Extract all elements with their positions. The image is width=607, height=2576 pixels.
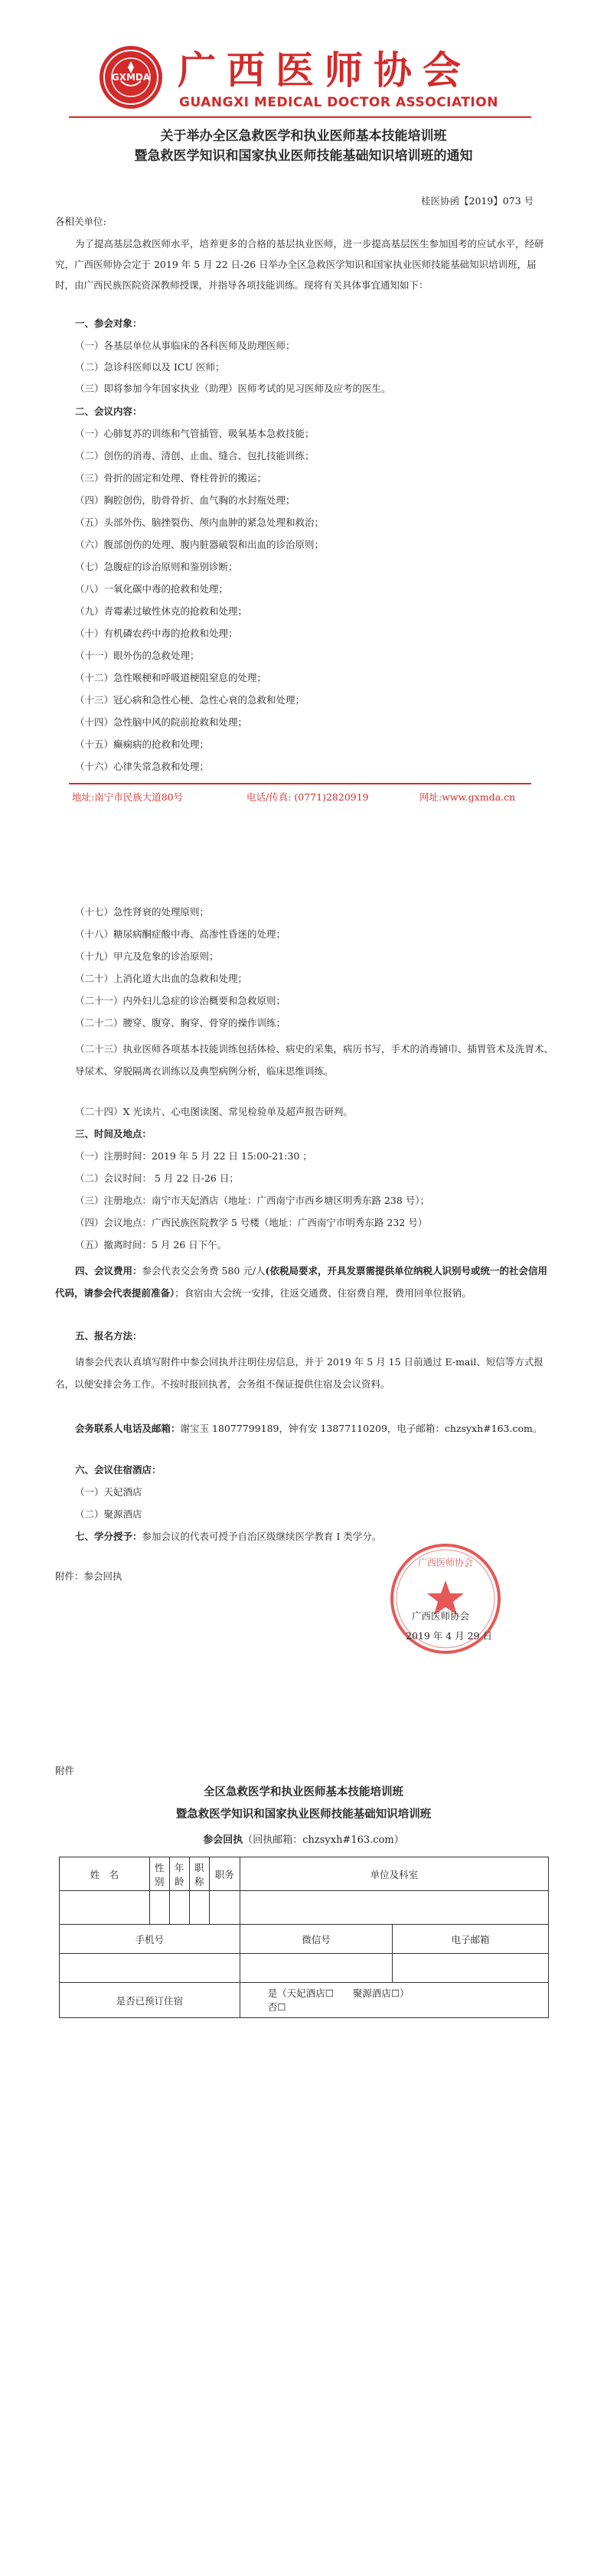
section-fee-title: 四、会议费用： (75, 1265, 142, 1277)
footer-address: 地址:南宁市民族大道80号 (72, 791, 184, 803)
cell-duty-input[interactable] (209, 1891, 240, 1925)
content-item: （十七）急性肾衰的处理原则； (75, 906, 210, 918)
section-time-place-title: 三、时间及地点： (75, 1128, 152, 1140)
header-unit: 单位及科室 (240, 1857, 548, 1891)
content-item: （十五）癫痫病的抢救和处理； (75, 739, 210, 750)
content-item: （十六）心律失常急救和处理； (75, 761, 210, 772)
time-place-item: （一）注册时间：2019 年 5 月 22 日 15:00-21:30 ； (75, 1150, 312, 1162)
cell-booking-options[interactable] (240, 1983, 548, 2018)
hotel-item: （二）聚源酒店 (75, 1508, 142, 1520)
fee-amount: 参会代表交会务费 580 元/人 (142, 1265, 266, 1277)
header-divider (69, 116, 531, 118)
content-item: （十八）糖尿病酮症酸中毒、高渗性昏迷的处理； (75, 928, 286, 940)
content-item: （二十二）腰穿、腹穿、胸穿、骨穿的操作训练； (75, 1017, 286, 1029)
document-number: 桂医协函【2019】073 号 (421, 195, 534, 207)
footer-phone: 电话/传真: (0771)2820919 (246, 791, 369, 803)
cell-gender-input[interactable] (149, 1891, 169, 1925)
content-item: （四）胸腔创伤，肋骨骨折、血气胸的水封瓶处理； (75, 494, 295, 506)
fee-lodging-note: ；食宿由大会统一安排，往返交通费、住宿费自理，费用回单位报销。 (175, 1287, 472, 1299)
section-credit-paragraph (75, 1529, 381, 1544)
content-item: （九）青霉素过敏性休克的抢救和处理； (75, 605, 248, 617)
org-name-cn: 广西医师协会 (178, 47, 472, 93)
credit-text: 参加会议的代表可授予自治区级继续医学教育 I 类学分。 (142, 1531, 382, 1542)
receipt-heading (0, 1832, 607, 1849)
org-name-en: GUANGXI MEDICAL DOCTOR ASSOCIATION (179, 95, 498, 110)
content-item: （二十四）X 光读片、心电图读图、常见检验单及超声报告研判。 (75, 1106, 353, 1117)
content-item: （二十）上消化道大出血的急救和处理； (75, 973, 248, 984)
time-place-item: （二）会议时间： 5 月 22 日-26 日； (75, 1172, 239, 1184)
content-item: （十）有机磷农药中毒的抢救和处理； (75, 628, 238, 639)
content-item: （三）骨折的固定和处理、脊柱骨折的搬运； (75, 472, 267, 484)
content-item: （十四）急性脑中风的院前抢救和处理； (75, 716, 248, 728)
attendee-item: （一）各基层单位从事临床的各科医师及助理医师； (75, 340, 295, 351)
content-item: （六）腹部创伤的处理、腹内脏器破裂和出血的诊治原则； (75, 539, 325, 550)
notice-title-line1: 关于举办全区急救医学和执业医师基本技能培训班 (160, 129, 447, 144)
cell-position-input[interactable] (189, 1891, 209, 1925)
logo-text: GXMDA (111, 72, 151, 83)
content-item: （二十一）内外妇儿急症的诊治概要和急救原则； (75, 995, 286, 1006)
section-fee-paragraph (55, 1260, 554, 1304)
content-item: （十九）甲亢及危象的诊治原则； (75, 951, 219, 962)
appendix-title-line1: 全区急救医学和执业医师基本技能培训班 (204, 1785, 403, 1798)
receipt-email: （回执邮箱：chzsyxh#163.com） (243, 1834, 404, 1846)
header-booking: 是否已预订住宿 (60, 1983, 240, 2018)
content-item: （八）一氧化碳中毒的抢救和处理； (75, 583, 229, 595)
notice-title-line2: 暨急救医学知识和国家执业医师技能基础知识培训班的通知 (134, 148, 473, 164)
cell-wechat-input[interactable] (240, 1954, 393, 1983)
booking-option-no[interactable]: 否☐ (267, 2000, 286, 2013)
section-content-title: 二、会议内容： (75, 406, 142, 417)
header-email: 电子邮箱 (393, 1925, 549, 1954)
signature-org: 广西医师协会 (412, 1610, 470, 1622)
content-item: （五）头部外伤、脑挫裂伤、颅内血肿的紧急处理和救治； (75, 517, 325, 528)
content-item: （十二）急性喉梗和呼吸道梗阻窒息的处理； (75, 672, 267, 683)
header-name: 姓 名 (60, 1857, 150, 1891)
contact-paragraph (55, 1417, 554, 1440)
hotel-item: （一）天妃酒店 (75, 1486, 142, 1498)
cell-name-input[interactable] (60, 1891, 150, 1925)
content-item: （十一）眼外伤的急救处理； (75, 650, 200, 661)
receipt-title: 参会回执 (203, 1834, 243, 1846)
registration-paragraph: 请参会代表认真填写附件中参会回执并注明住房信息，并于 2019 年 5 月 15 日前通过 E-mail、短信等方式报名，以便安排会务工作。不按时报回执者，会务组不保证提供住宿及会议资料。 (55, 1356, 543, 1390)
section-registration-title: 五、报名方法： (75, 1330, 142, 1342)
association-logo (98, 44, 164, 110)
cell-unit-input[interactable] (240, 1891, 548, 1925)
header-position: 职称 (189, 1857, 209, 1891)
header-wechat: 微信号 (240, 1925, 393, 1954)
section-credit-title: 七、学分授予： (75, 1531, 142, 1542)
header-duty: 职务 (209, 1857, 240, 1891)
salutation: 各相关单位: (55, 216, 106, 227)
seal-text: 广西医师协会 (417, 1557, 473, 1568)
time-place-item: （五）撤离时间：5 月 26 日下午。 (75, 1239, 227, 1251)
footer-website: 网址:www.gxmda.cn (419, 791, 516, 803)
footer-divider (69, 783, 531, 784)
content-item: （七）急腹症的诊治原则和鉴别诊断； (75, 561, 238, 572)
attendee-item: （二）急诊科医师以及 ICU 医师； (75, 361, 225, 373)
cell-phone-input[interactable] (60, 1954, 240, 1983)
cell-email-input[interactable] (393, 1954, 549, 1983)
time-place-item: （三）注册地点：南宁市天妃酒店（地址：广西南宁市西乡塘区明秀东路 238 号）； (75, 1195, 430, 1206)
content-item: （十三）冠心病和急性心梗、急性心衰的急救和处理； (75, 694, 305, 706)
booking-option-yes[interactable]: 是（天妃酒店☐ 聚源酒店☐） (267, 1987, 410, 1999)
header-gender: 性别 (149, 1857, 169, 1891)
signature-date: 2019 年 4 月 29 日 (406, 1630, 493, 1642)
appendix-label: 附件 (55, 1765, 75, 1776)
content-item: （一）心肺复苏的训练和气管插管、吸氧基本急救技能； (75, 428, 315, 439)
attachment-note: 附件：参会回执 (55, 1570, 122, 1582)
content-item: （二）创伤的消毒、清创、止血、缝合、包扎技能训练； (75, 450, 315, 461)
attendee-item: （三）即将参加今年国家执业（助理）医师考试的见习医师及应考的医生。 (75, 383, 391, 394)
intro-paragraph: 为了提高基层急救医师水平，培养更多的合格的基层执业医师，进一步提高基层医生参加国考的应试水平，经研究，广西医师协会定于 2019 年 5 月 22 日-26 日举办全区急救医学知识和国家执业医师技能基础知识培训班，届时，由广西民族医院资深教师授课，并指导各项技能训练。现将有关具体事宜通知如下： (55, 238, 544, 291)
contact-info: 谢宝玉 18077799189，钟有安 13877110209，电子邮箱：chzsyxh#163.com。 (180, 1423, 543, 1434)
header-phone: 手机号 (60, 1925, 240, 1954)
content-item: （二十三）执业医师各项基本技能训练包括体检、病史的采集，病历书写，手术的消毒铺巾、插胃管术及洗胃术、导尿术、穿脱隔离衣训练以及典型病例分析，临床思维训练。 (75, 1043, 554, 1077)
time-place-item: （四）会议地点：广西民族医院教学 5 号楼（地址：广西南宁市明秀东路 232 号） (75, 1217, 428, 1228)
header-age: 年龄 (169, 1857, 189, 1891)
section-hotel-title: 六、会议住宿酒店： (75, 1464, 162, 1475)
fee-invoice-note: (依税局要求，开具发票需提供单位纳税人识别号或统一的社会信用代码，请参会代表提前准备） (55, 1265, 547, 1299)
contact-label: 会务联系人电话及邮箱： (75, 1423, 181, 1434)
cell-age-input[interactable] (169, 1891, 189, 1925)
appendix-title-line2: 暨急救医学知识和国家执业医师技能基础知识培训班 (175, 1808, 432, 1821)
registration-receipt-table (59, 1857, 549, 2018)
section-attendees-title: 一、参会对象： (75, 318, 142, 329)
